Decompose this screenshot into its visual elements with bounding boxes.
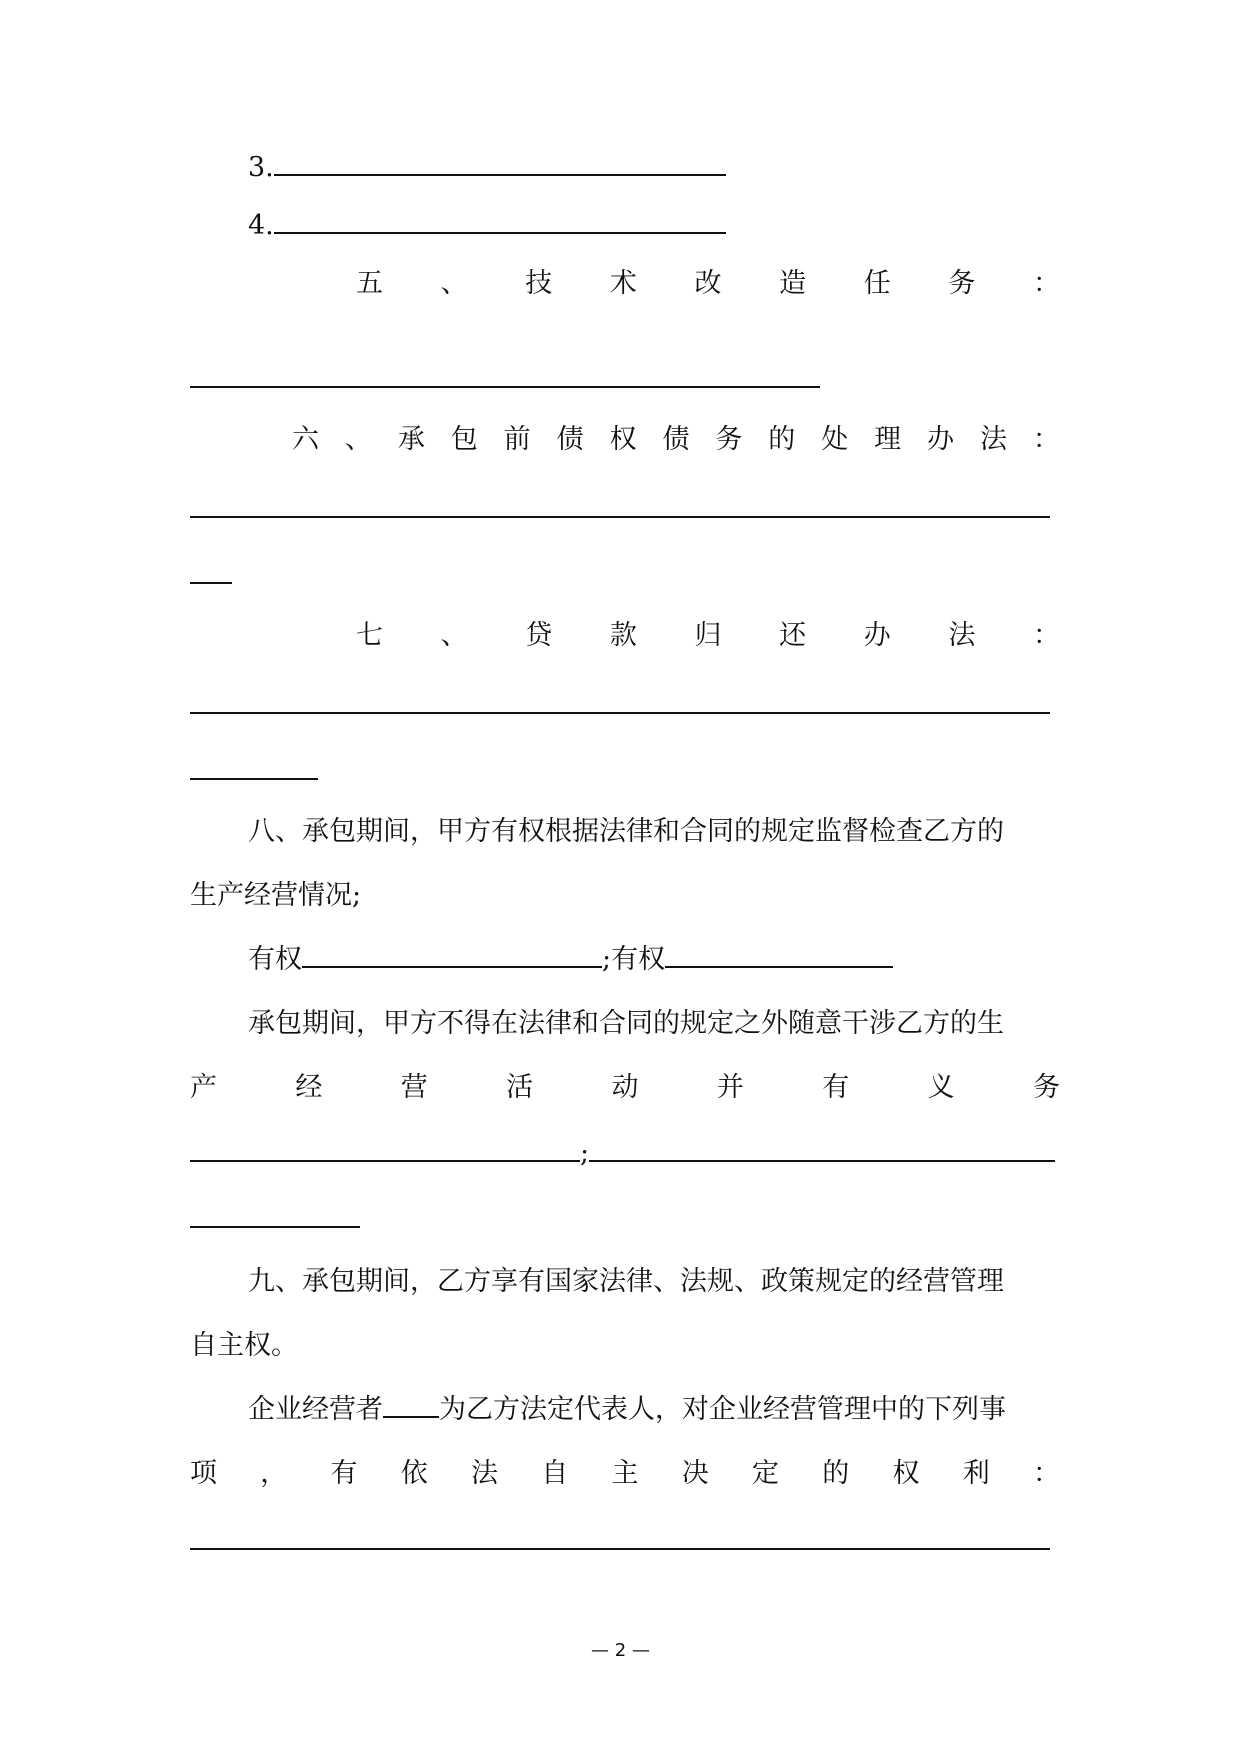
blank-line xyxy=(190,1134,580,1162)
spaced-char: 有 xyxy=(822,1072,850,1103)
spaced-char: ： xyxy=(1033,268,1060,299)
blank-line xyxy=(190,516,1050,518)
page-number: — 2 — xyxy=(591,1640,650,1661)
blank-line xyxy=(190,778,318,780)
spaced-char: 法 xyxy=(979,424,1007,455)
blank-line xyxy=(190,1548,1050,1550)
item-3: 3. xyxy=(248,148,1060,188)
spaced-char: 债 xyxy=(556,424,584,455)
spaced-char: 还 xyxy=(779,620,807,651)
spaced-char: 债 xyxy=(662,424,690,455)
spaced-char: 决 xyxy=(681,1458,709,1489)
spaced-char: 七 xyxy=(356,620,383,651)
blank-line xyxy=(383,1390,439,1418)
section-5-heading xyxy=(356,264,1060,304)
spaced-char: 术 xyxy=(609,268,637,299)
blank-line xyxy=(190,1226,360,1228)
spaced-char: 承 xyxy=(397,424,425,455)
spaced-char: ， xyxy=(260,1458,288,1489)
section-9-line-2: 自主权。 xyxy=(190,1330,298,1361)
spaced-char: 产 xyxy=(190,1072,217,1103)
spaced-char: 法 xyxy=(471,1458,498,1489)
spaced-char: 营 xyxy=(400,1072,428,1103)
spaced-char: 归 xyxy=(694,620,722,651)
spaced-char: 款 xyxy=(609,620,637,651)
blank-line xyxy=(589,1134,1055,1162)
spaced-char: 、 xyxy=(344,424,372,455)
operator-line: 企业经营者 为乙方法定代表人，对企业经营管理中的下列事 xyxy=(248,1390,1060,1430)
spaced-char: 前 xyxy=(503,424,531,455)
blank-line xyxy=(190,582,232,584)
duty-line-1: 承包期间，甲方不得在法律和合同的规定之外随意干涉乙方的生 xyxy=(248,1008,1004,1039)
spaced-char: 并 xyxy=(716,1072,744,1103)
spaced-char: 包 xyxy=(450,424,478,455)
spaced-char: 务 xyxy=(715,424,743,455)
spaced-char: 五 xyxy=(356,268,383,299)
spaced-char: 动 xyxy=(611,1072,639,1103)
spaced-char: 理 xyxy=(874,424,902,455)
spaced-char: 技 xyxy=(525,268,553,299)
spaced-char: 任 xyxy=(863,268,891,299)
spaced-char: 权 xyxy=(609,424,637,455)
spaced-char: 务 xyxy=(1033,1072,1060,1103)
spaced-char: 改 xyxy=(694,268,722,299)
section-6-heading xyxy=(292,420,1060,460)
item-4: 4. xyxy=(248,206,1060,246)
blank-line xyxy=(302,940,602,968)
section-8-line-1: 八、承包期间，甲方有权根据法律和合同的规定监督检查乙方的 xyxy=(248,816,1004,847)
spaced-char: 自 xyxy=(541,1458,569,1489)
section-8-line-2: 生产经营情况; xyxy=(190,880,362,911)
spaced-char: 的 xyxy=(822,1458,850,1489)
spaced-char: 贷 xyxy=(525,620,553,651)
spaced-char: 利 xyxy=(962,1458,990,1489)
rights-line: 有权 ;有权 xyxy=(248,940,1060,980)
blank-line xyxy=(274,206,726,234)
spaced-char: ： xyxy=(1032,424,1060,455)
blank-line xyxy=(190,386,820,388)
spaced-char: 法 xyxy=(948,620,976,651)
spaced-char: 的 xyxy=(768,424,796,455)
spaced-char: 依 xyxy=(400,1458,428,1489)
spaced-char: 务 xyxy=(948,268,976,299)
spaced-char: 义 xyxy=(927,1072,955,1103)
blank-line xyxy=(190,712,1050,714)
spaced-char: ： xyxy=(1033,1458,1060,1489)
blank-line xyxy=(274,148,726,176)
spaced-char: 经 xyxy=(295,1072,323,1103)
duty-blanks: ; xyxy=(190,1134,1060,1174)
operator-rights-line xyxy=(190,1454,1060,1494)
section-9-line-1: 九、承包期间，乙方享有国家法律、法规、政策规定的经营管理 xyxy=(248,1266,1004,1297)
spaced-char: 办 xyxy=(863,620,891,651)
section-7-heading xyxy=(356,616,1060,656)
spaced-char: 活 xyxy=(506,1072,534,1103)
spaced-char: 主 xyxy=(611,1458,639,1489)
duty-line-2 xyxy=(190,1068,1060,1108)
spaced-char: 项 xyxy=(190,1458,217,1489)
spaced-char: 、 xyxy=(440,268,468,299)
blank-line xyxy=(665,940,893,968)
spaced-char: 有 xyxy=(330,1458,358,1489)
spaced-char: 办 xyxy=(927,424,955,455)
spaced-char: ： xyxy=(1033,620,1060,651)
spaced-char: 定 xyxy=(752,1458,779,1489)
spaced-char: 处 xyxy=(821,424,849,455)
spaced-char: 、 xyxy=(440,620,468,651)
spaced-char: 权 xyxy=(892,1458,920,1489)
spaced-char: 六 xyxy=(292,424,319,455)
spaced-char: 造 xyxy=(779,268,807,299)
